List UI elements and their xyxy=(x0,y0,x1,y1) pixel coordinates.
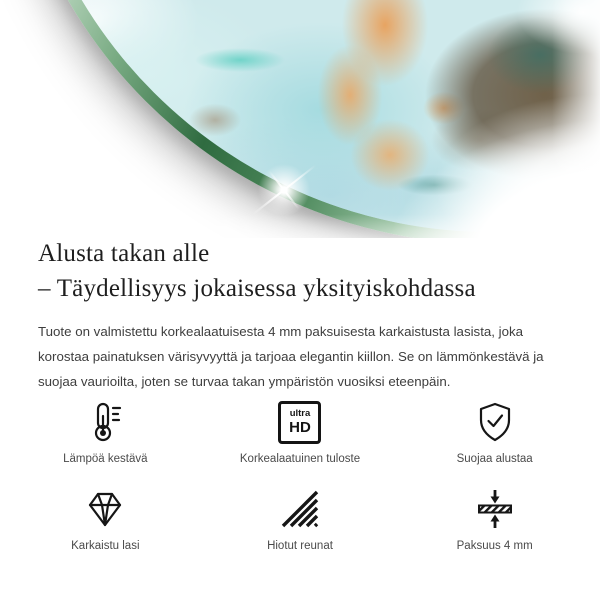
feature-print-quality xyxy=(203,398,398,465)
feature-tempered-glass xyxy=(8,485,203,552)
feature-heat-resistant xyxy=(8,398,203,465)
diamond-icon xyxy=(83,485,127,533)
section-title xyxy=(38,236,566,306)
feature-polished-edges xyxy=(203,485,398,552)
ultra-hd-badge-bottom: HD xyxy=(289,418,311,436)
feature-label: Karkaistu lasi xyxy=(71,540,140,552)
shield-check-icon xyxy=(473,398,517,446)
feature-thickness xyxy=(397,485,592,552)
ultra-hd-badge-top: ultra xyxy=(289,408,311,420)
section-title-line1: Alusta takan alle xyxy=(38,240,210,267)
polished-edges-icon xyxy=(278,485,322,533)
content-block xyxy=(38,236,566,394)
sparkle-glint-icon xyxy=(254,160,314,220)
thickness-arrows-icon xyxy=(473,485,517,533)
feature-label: Suojaa alustaa xyxy=(456,453,533,465)
thermometer-icon xyxy=(83,398,127,446)
section-description: Tuote on valmistettu korkealaatuisesta 4 mm paksuisesta karkaistusta lasista, joka korostaa painatuksen värisyvyyttä ja tarjoaa elegantin kiillon. Se on lämmönkestävä ja suojaa vaurioilta, joten se turvaa takan ympäristön vuosiksi eteenpäin. xyxy=(38,324,544,389)
section-title-line2: – Täydellisyys jokaisessa yksityiskohdassa xyxy=(38,275,476,302)
feature-label: Lämpöä kestävä xyxy=(63,453,148,465)
ultra-hd-icon xyxy=(278,398,321,446)
feature-label: Korkealaatuinen tuloste xyxy=(239,453,361,465)
feature-label: Hiotut reunat xyxy=(267,540,333,552)
feature-protects-surface xyxy=(397,398,592,465)
product-image-glass-plate xyxy=(0,0,600,238)
feature-list xyxy=(8,398,592,552)
feature-label: Paksuus 4 mm xyxy=(456,540,533,552)
